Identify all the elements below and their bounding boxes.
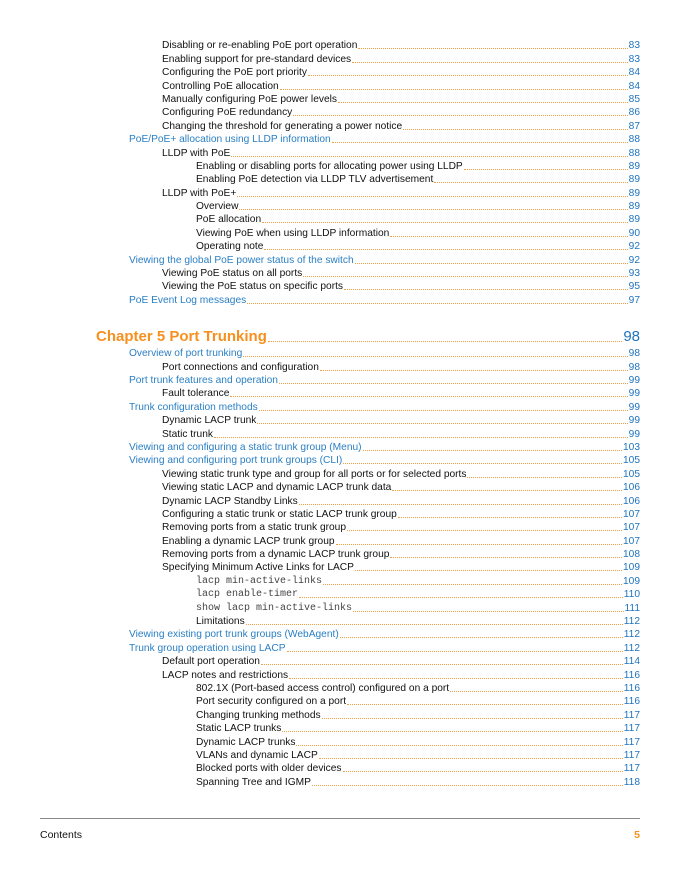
toc-page-number[interactable]: 99	[628, 428, 640, 440]
dot-leader	[344, 289, 628, 290]
dot-leader	[293, 115, 627, 116]
toc-entry[interactable]	[0, 212, 680, 225]
toc-page-number[interactable]: 98	[628, 348, 640, 360]
toc-entry[interactable]	[0, 667, 680, 680]
dot-leader	[332, 142, 628, 143]
toc-page-number[interactable]: 89	[628, 160, 640, 172]
dot-leader	[268, 341, 622, 342]
toc-entry[interactable]	[0, 640, 680, 653]
toc-entry-title: Port trunk features and operation	[129, 374, 278, 386]
toc-entry[interactable]	[0, 748, 680, 761]
toc-entry-title: lacp enable-timer	[196, 589, 299, 601]
dot-leader	[239, 209, 627, 210]
toc-entry[interactable]	[0, 507, 680, 520]
toc-entry[interactable]	[0, 694, 680, 707]
dot-leader	[464, 169, 628, 170]
dot-leader	[312, 785, 623, 786]
toc-page-number[interactable]: 118	[623, 776, 640, 788]
toc-entry[interactable]	[0, 346, 680, 359]
toc-entry[interactable]	[0, 466, 680, 479]
toc-entry-title: Configuring a static trunk or static LACP trunk group	[162, 508, 397, 520]
toc-entry[interactable]	[0, 774, 680, 787]
dot-leader	[214, 437, 628, 438]
toc-entry[interactable]	[0, 38, 680, 51]
toc-entry[interactable]	[0, 292, 680, 305]
toc-entry-title: Enabling a dynamic LACP trunk group	[162, 535, 335, 547]
dot-leader	[347, 530, 622, 531]
toc-entry[interactable]	[0, 480, 680, 493]
dot-leader	[320, 370, 628, 371]
dot-leader	[246, 624, 623, 625]
toc-entry[interactable]	[0, 533, 680, 546]
toc-entry-title: Trunk group operation using LACP	[129, 642, 286, 654]
toc-page-number[interactable]: 88	[628, 147, 640, 159]
toc-entry[interactable]	[0, 440, 680, 453]
toc-entry[interactable]	[0, 614, 680, 627]
toc-entry-title: Removing ports from a static trunk group	[162, 522, 347, 534]
toc-entry[interactable]	[0, 761, 680, 774]
dot-leader	[390, 557, 622, 558]
dot-leader	[264, 249, 627, 250]
toc-entry-title: 802.1X (Port-based access control) configured on a port	[196, 682, 450, 694]
toc-entry-title: Fault tolerance	[162, 388, 230, 400]
toc-page-number[interactable]: 98	[623, 327, 640, 345]
toc-page-number[interactable]: 83	[628, 53, 640, 65]
dot-leader	[319, 758, 623, 759]
toc-entry[interactable]	[0, 279, 680, 292]
dot-leader	[467, 477, 622, 478]
toc-page-number[interactable]: 106	[623, 482, 640, 494]
toc-entry[interactable]	[0, 520, 680, 533]
toc-entry-title: Trunk configuration methods	[129, 401, 258, 413]
toc-page-number[interactable]: 90	[628, 227, 640, 239]
dot-leader	[243, 356, 627, 357]
toc-entry-title: Operating note	[196, 241, 264, 253]
toc-page-number[interactable]: 99	[628, 401, 640, 413]
toc-entry[interactable]	[0, 118, 680, 131]
dot-leader	[323, 584, 622, 585]
dot-leader	[340, 637, 623, 638]
toc-page-number[interactable]: 112	[623, 629, 640, 641]
toc-entry[interactable]	[0, 587, 680, 600]
toc-entry-title: Default port operation	[162, 656, 260, 668]
toc-page-number[interactable]: 99	[628, 374, 640, 386]
toc-entry[interactable]	[0, 600, 680, 613]
dot-leader	[355, 263, 628, 264]
toc-entry-title: PoE allocation	[196, 214, 262, 226]
dot-leader	[343, 771, 623, 772]
dot-leader	[403, 129, 628, 130]
dot-leader	[343, 463, 622, 464]
dot-leader	[308, 75, 628, 76]
toc-page-number[interactable]: 116	[623, 682, 640, 694]
toc-page-number[interactable]: 92	[628, 241, 640, 253]
toc-entry-title: Enabling PoE detection via LLDP TLV advertisement	[196, 174, 434, 186]
toc-entry-title: Blocked ports with older devices	[196, 763, 342, 775]
toc-entry-title: Controlling PoE allocation	[162, 80, 279, 92]
toc-page-number[interactable]: 89	[628, 187, 640, 199]
toc-entry[interactable]	[0, 252, 680, 265]
dot-leader	[352, 62, 628, 63]
toc-entry[interactable]	[0, 453, 680, 466]
dot-leader	[363, 450, 622, 451]
dot-leader	[279, 383, 628, 384]
toc-entry-title: LLDP with PoE	[162, 147, 231, 159]
toc-page-number[interactable]: 84	[628, 80, 640, 92]
toc-entry[interactable]	[0, 132, 680, 145]
dot-leader	[262, 222, 628, 223]
toc-page-number[interactable]: 109	[623, 575, 640, 587]
dot-leader	[450, 691, 623, 692]
toc-entry-title: Static trunk	[162, 428, 213, 440]
toc-entry-title: Disabling or re-enabling PoE port operation	[162, 40, 358, 52]
toc-page-number[interactable]: 89	[628, 214, 640, 226]
toc-entry[interactable]	[0, 185, 680, 198]
toc-page-number[interactable]: 83	[628, 40, 640, 52]
toc-entry-title: Viewing existing port trunk groups (WebAgent)	[129, 629, 339, 641]
table-of-contents	[0, 38, 680, 788]
toc-page-number[interactable]: 109	[623, 562, 640, 574]
toc-entry[interactable]	[0, 159, 680, 172]
toc-entry-title: Specifying Minimum Active Links for LACP	[162, 562, 354, 574]
dot-leader	[231, 156, 627, 157]
toc-entry-title: Dynamic LACP trunk	[162, 415, 257, 427]
toc-page-number[interactable]: 112	[623, 642, 640, 654]
toc-entry-title: Port security configured on a port	[196, 696, 347, 708]
toc-entry[interactable]	[0, 51, 680, 64]
toc-entry-title: Changing trunking methods	[196, 709, 321, 721]
toc-entry-title: Viewing the PoE status on specific ports	[162, 281, 344, 293]
toc-entry[interactable]	[0, 493, 680, 506]
toc-page-number[interactable]: 89	[628, 201, 640, 213]
toc-page-number[interactable]: 117	[623, 736, 640, 748]
toc-entry[interactable]	[0, 386, 680, 399]
toc-entry-title: Configuring the PoE port priority	[162, 67, 307, 79]
dot-leader	[347, 704, 623, 705]
toc-entry[interactable]	[0, 399, 680, 412]
dot-leader	[299, 597, 623, 598]
dot-leader	[338, 102, 628, 103]
toc-page-number[interactable]: 98	[628, 361, 640, 373]
toc-entry[interactable]	[0, 199, 680, 212]
toc-entry[interactable]	[0, 734, 680, 747]
toc-entry[interactable]	[0, 65, 680, 78]
toc-page-number[interactable]: 116	[623, 669, 640, 681]
footer-divider	[40, 818, 640, 819]
toc-entry[interactable]	[0, 426, 680, 439]
toc-page-number[interactable]: 97	[628, 294, 640, 306]
toc-entry-title: Chapter 5 Port Trunking	[96, 327, 267, 345]
toc-page-number[interactable]: 105	[623, 468, 640, 480]
toc-entry-title: Manually configuring PoE power levels	[162, 93, 337, 105]
toc-page-number[interactable]: 107	[623, 522, 640, 534]
toc-entry[interactable]	[0, 560, 680, 573]
dot-leader	[390, 236, 627, 237]
toc-entry[interactable]	[0, 78, 680, 91]
dot-leader	[289, 678, 623, 679]
toc-entry-title: Dynamic LACP Standby Links	[162, 495, 298, 507]
toc-entry-title: Viewing PoE when using LLDP information	[196, 227, 390, 239]
toc-entry-title: Changing the threshold for generating a power notice	[162, 120, 403, 132]
toc-entry-title: Port connections and configuration	[162, 361, 319, 373]
toc-entry-title: Enabling or disabling ports for allocating power using LLDP	[196, 160, 463, 172]
toc-page-number[interactable]: 117	[623, 763, 640, 775]
toc-entry[interactable]	[0, 373, 680, 386]
dot-leader	[303, 276, 627, 277]
toc-entry[interactable]	[0, 239, 680, 252]
toc-entry-title: Viewing static LACP and dynamic LACP trunk data	[162, 482, 392, 494]
toc-page-number[interactable]: 95	[628, 281, 640, 293]
toc-entry[interactable]	[0, 172, 680, 185]
toc-entry-title: Viewing the global PoE power status of the switch	[129, 254, 354, 266]
toc-page-number[interactable]: 84	[628, 67, 640, 79]
toc-page-number[interactable]: 87	[628, 120, 640, 132]
dot-leader	[237, 196, 627, 197]
dot-leader	[247, 303, 627, 304]
toc-entry-title: Viewing and configuring a static trunk group (Menu)	[129, 441, 362, 453]
toc-entry[interactable]	[0, 547, 680, 560]
toc-page-number[interactable]: 85	[628, 93, 640, 105]
toc-entry-title: Enabling support for pre-standard devices	[162, 53, 352, 65]
toc-page-number[interactable]: 116	[623, 696, 640, 708]
toc-page-number[interactable]: 86	[628, 107, 640, 119]
toc-page-number[interactable]: 92	[628, 254, 640, 266]
footer-section-label: Contents	[40, 829, 83, 841]
toc-page-number[interactable]: 105	[623, 455, 640, 467]
toc-entry[interactable]	[0, 359, 680, 372]
toc-entry-title: Viewing static trunk type and group for all ports or for selected ports	[162, 468, 467, 480]
toc-page-number[interactable]: 106	[623, 495, 640, 507]
toc-page-number[interactable]: 114	[623, 656, 640, 668]
toc-entry[interactable]	[0, 105, 680, 118]
toc-page-number[interactable]: 108	[623, 549, 640, 561]
toc-page-number[interactable]: 117	[623, 709, 640, 721]
toc-entry[interactable]	[0, 266, 680, 279]
toc-entry-title: Dynamic LACP trunks	[196, 736, 296, 748]
toc-entry[interactable]	[0, 92, 680, 105]
toc-entry-title: Removing ports from a dynamic LACP trunk group	[162, 549, 390, 561]
dot-leader	[398, 517, 622, 518]
toc-page-number[interactable]: 89	[628, 174, 640, 186]
toc-entry[interactable]	[0, 707, 680, 720]
toc-page-number[interactable]: 107	[623, 508, 640, 520]
footer-page-number: 5	[634, 829, 640, 841]
toc-entry-title: VLANs and dynamic LACP	[196, 749, 318, 761]
dot-leader	[434, 182, 627, 183]
toc-entry-title: Overview of port trunking	[129, 348, 243, 360]
dot-leader	[287, 651, 623, 652]
toc-page-number[interactable]: 88	[628, 134, 640, 146]
dot-leader	[230, 396, 627, 397]
dot-leader	[259, 410, 628, 411]
toc-entry-title: PoE/PoE+ allocation using LLDP information	[129, 134, 331, 146]
toc-entry[interactable]	[0, 225, 680, 238]
dot-leader	[282, 731, 622, 732]
toc-entry-title: Viewing PoE status on all ports	[162, 268, 303, 280]
toc-entry[interactable]	[0, 627, 680, 640]
toc-page-number[interactable]: 99	[628, 388, 640, 400]
toc-page-number[interactable]: 111	[624, 602, 640, 614]
dot-leader	[392, 490, 622, 491]
dot-leader	[261, 664, 623, 665]
toc-page-number[interactable]: 112	[623, 616, 640, 628]
toc-entry[interactable]	[0, 721, 680, 734]
dot-leader	[322, 718, 623, 719]
dot-leader	[257, 423, 627, 424]
toc-entry-title: show lacp min-active-links	[196, 602, 353, 614]
dot-leader	[358, 48, 627, 49]
toc-entry[interactable]	[0, 145, 680, 158]
toc-entry-title: Static LACP trunks	[196, 723, 282, 735]
dot-leader	[280, 89, 628, 90]
toc-entry[interactable]	[0, 413, 680, 426]
toc-page-number[interactable]: 117	[623, 723, 640, 735]
dot-leader	[353, 611, 623, 612]
toc-entry-title: Configuring PoE redundancy	[162, 107, 293, 119]
toc-entry[interactable]	[0, 681, 680, 694]
toc-entry[interactable]	[0, 573, 680, 586]
toc-entry-title: LACP notes and restrictions	[162, 669, 289, 681]
toc-entry-title: LLDP with PoE+	[162, 187, 237, 199]
toc-page-number[interactable]: 99	[628, 415, 640, 427]
toc-chapter-entry[interactable]	[0, 320, 680, 346]
toc-page-number[interactable]: 93	[628, 268, 640, 280]
dot-leader	[296, 745, 622, 746]
toc-page-number[interactable]: 110	[623, 589, 640, 601]
dot-leader	[355, 570, 622, 571]
toc-entry-title: Spanning Tree and IGMP	[196, 776, 311, 788]
toc-entry-title: Overview	[196, 201, 239, 213]
toc-entry-title: Viewing and configuring port trunk groups (CLI)	[129, 455, 343, 467]
toc-entry[interactable]	[0, 654, 680, 667]
toc-page-number[interactable]: 107	[623, 535, 640, 547]
toc-entry-title: Limitations	[196, 616, 245, 628]
dot-leader	[336, 544, 622, 545]
toc-entry-title: lacp min-active-links	[196, 575, 323, 587]
toc-page-number[interactable]: 103	[623, 441, 640, 453]
dot-leader	[299, 504, 622, 505]
toc-entry-title: PoE Event Log messages	[129, 294, 247, 306]
toc-page-number[interactable]: 117	[623, 749, 640, 761]
